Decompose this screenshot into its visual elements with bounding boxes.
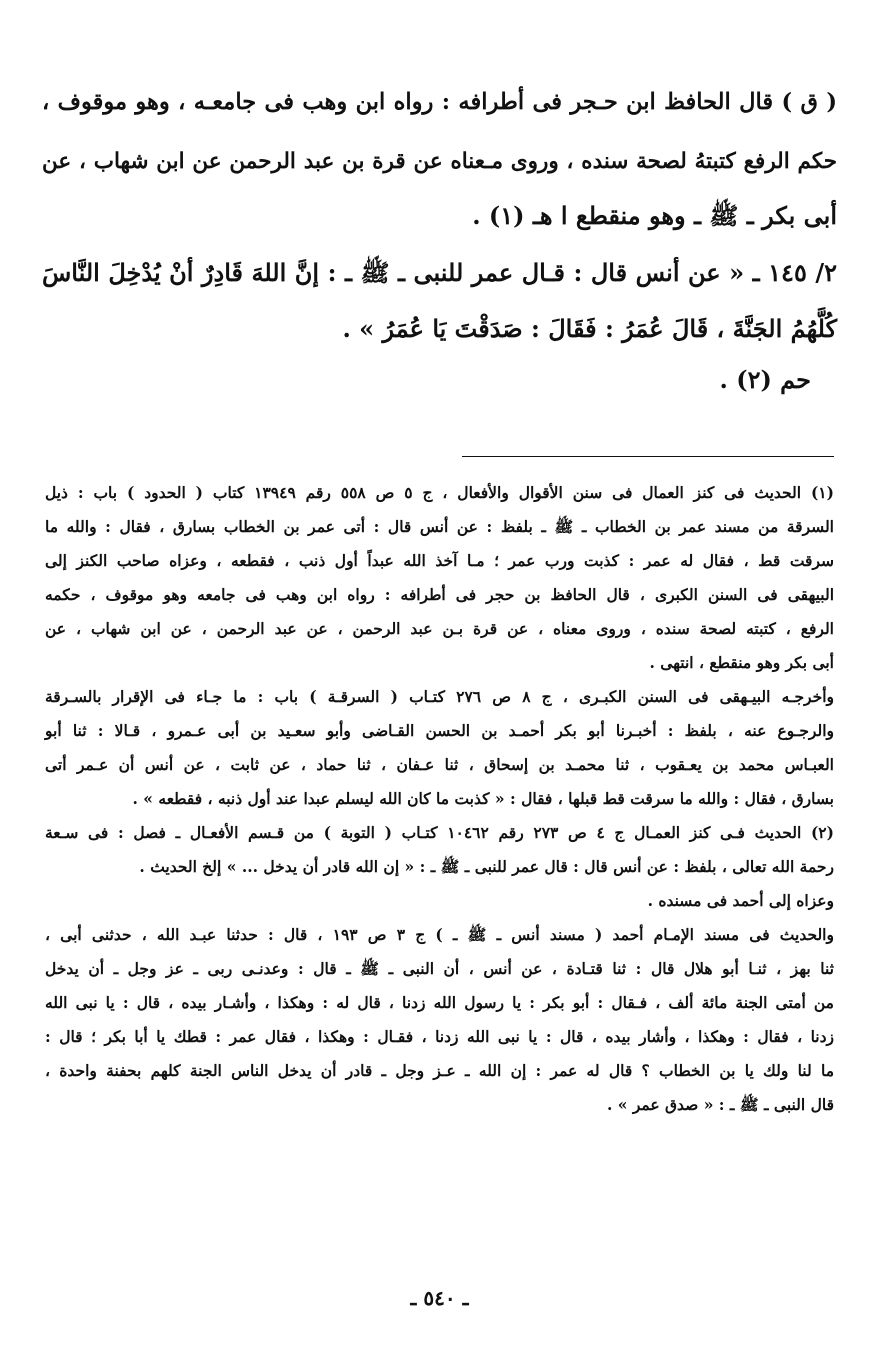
footnote-line: وأخرجـه البيـهقى فى السنن الكبـرى ، ج ٨ ص ٢٧٦ كتـاب ( السرقـة ) باب : ما جـاء فى الإقرار بالسـرقة	[45, 687, 834, 706]
footnote-line: ثنا بهز ، ثنـا أبو هلال قال : ثنا قتـادة ، عن أنس ، أن النبى ـ ﷺ ـ قال : وعدنـى ربى ـ عز وجل ـ أن يدخل	[45, 959, 834, 978]
footnote-line: والرجـوع عنه ، بلفظ : أخبـرنا أبو بكر أحمـد بن الحسن القـاضى وأبو سعـيد بن أبى عـمرو ، قـالا : ثنا أبو	[45, 721, 834, 740]
footnote-line: زدنا ، فقال : وهكذا ، وأشار بيده ، قال : يا نبى الله زدنا ، فقـال : وهكذا ، فقال عمر : قطك يا أبا بكر ؛ قال :	[45, 1027, 834, 1046]
footnote-line: من أمتى الجنة مائة ألف ، فـقال : أبو بكر : يا رسول الله زدنا ، قال له : وهكذا ، وأشـار بيده ، قال : يا نبى الله	[45, 993, 834, 1012]
source-reference: حم (٢) .	[719, 365, 811, 394]
main-text-line: أبى بكر ـ ﷺ ـ وهو منقطع ا هـ (١) .	[472, 201, 837, 230]
main-text-line: ( ق ) قال الحافظ ابن حـجر فى أطرافه : رواه ابن وهب فى جامعـه ، وهو موقوف ،	[42, 89, 837, 115]
footnote-line: قال النبى ـ ﷺ ـ : « صدق عمر » .	[606, 1095, 834, 1114]
hadith-text-line: كُلَّهُمُ الجَنَّةَ ، قَالَ عُمَرُ : فَقَالَ : صَدَقْتَ يَا عُمَرُ » .	[342, 314, 837, 343]
footnote-line: سرقت قط ، فقال له عمر : كذبت ورب عمر ؛ مـا آخذ الله عبداً أول ذنب ، فقطعه ، وعزاه صاحب الكنز إلى	[45, 551, 834, 570]
hadith-text-line: ٢/ ١٤٥ ـ « عن أنس قال : قـال عمر للنبى ـ ﷺ ـ : إنَّ اللهَ قَادِرٌ أنْ يُدْخِلَ النَّاسَ	[42, 258, 837, 287]
footnote-line: وعزاه إلى أحمد فى مسنده .	[647, 891, 834, 910]
footnote-line: رحمة الله تعالى ، بلفظ : عن أنس قال : قال عمر للنبى ـ ﷺ ـ : « إن الله قادر أن يدخل ... » إلخ الحديث .	[139, 857, 834, 876]
footnote-line: أبى بكر وهو منقطع ، انتهى .	[649, 653, 834, 672]
footnote-line: (٢) الحديث فـى كنز العمـال ج ٤ ص ٢٧٣ رقم ١٠٤٦٢ كتـاب ( التوبة ) من قـسم الأفعـال ـ فصل : فى سـعة	[45, 823, 834, 842]
footnote-line: السرقة من مسند عمر بن الخطاب ـ ﷺ ـ بلفظ : عن أنس قال : أتى عمر بن الخطاب بسارق ، فقال : والله ما	[45, 517, 834, 536]
footnote-line: والحديث فى مسند الإمـام أحمد ( مسند أنس ـ ﷺ ـ ) ج ٣ ص ١٩٣ ، قال : حدثنا عبـد الله ، حدثنى أبى ،	[45, 925, 834, 944]
footnote-line: (١) الحديث فى كنز العمال فى سنن الأقوال والأفعال ، ج ٥ ص ٥٥٨ رقم ١٣٩٤٩ كتاب ( الحدود ) باب : ذيل	[45, 483, 834, 502]
page-number: ـ ٥٤٠ ـ	[410, 1286, 469, 1310]
footnote-line: بسارق ، فقال : والله ما سرقت قط قبلها ، فقال : « كذبت ما كان الله ليسلم عبدا عند أول ذنبه ، فقطعه » .	[132, 789, 834, 808]
footnote-line: البيهقى فى السنن الكبرى ، قال الحافظ بن حجر فى أطرافه : رواه ابن وهب فى جامعه وهو موقوف ، حكمه	[45, 585, 834, 604]
main-text-line: حكم الرفع كتبتهُ لصحة سنده ، وروى مـعناه عن قرة بن عبد الرحمن عن ابن شهاب ، عن	[42, 149, 837, 174]
footnote-line: العبـاس محمد بن يعـقوب ، ثنا محمـد بن إسحاق ، ثنا عـفان ، ثنا حماد ، عن ثابت ، عن أنس أن عـمر أتى	[45, 755, 834, 774]
footnote-line: ما لنا ولك يا بن الخطاب ؟ قال له عمر : إن الله ـ عـز وجل ـ قادر أن يدخل الناس الجنة كلهم بحفنة واحدة ،	[45, 1061, 834, 1080]
footnote-line: الرفع ، كتبته لصحة سنده ، وروى معناه ، عن قرة بـن عبد الرحمن ، عن عبد الرحمن ، عن ابن شهاب ، عن	[45, 619, 834, 638]
footnote-separator	[462, 456, 834, 457]
